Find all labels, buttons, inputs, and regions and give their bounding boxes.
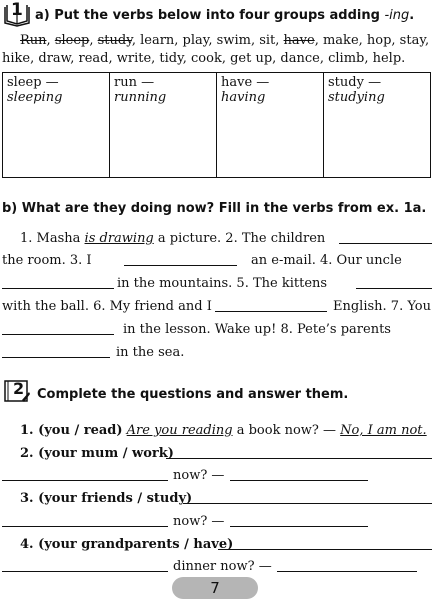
table-cell[interactable] xyxy=(3,73,110,178)
answer-blank[interactable] xyxy=(230,468,368,481)
question-1 xyxy=(20,423,427,438)
instruction-end: . xyxy=(409,8,415,23)
instruction-end: . xyxy=(421,201,427,216)
exercise-1b-instruction xyxy=(2,201,426,216)
struck-verb: study xyxy=(97,33,132,48)
answer-blank[interactable] xyxy=(230,514,368,527)
answer-blank[interactable] xyxy=(356,276,432,289)
example-answer: is drawing xyxy=(84,231,154,246)
answer-blank[interactable] xyxy=(218,537,432,550)
exercise-number: 2 xyxy=(13,379,25,398)
struck-verb: have xyxy=(283,33,315,48)
group-example: having xyxy=(221,90,266,105)
table-cell[interactable] xyxy=(324,73,431,178)
answer-blank[interactable] xyxy=(2,468,168,481)
example-answer: Are you reading xyxy=(126,423,233,438)
question-text: a book now? — xyxy=(232,423,341,438)
fill-line-3: in the mountains. 5. The kittens xyxy=(117,276,328,291)
verb-list-line1 xyxy=(20,33,429,48)
fill-line-5: in the lesson. Wake up! 8. Pete’s parents xyxy=(123,322,391,337)
fill-line-4: with the ball. 6. My friend and I xyxy=(2,299,212,314)
group-header: sleep — xyxy=(7,75,59,90)
group-header: have — xyxy=(221,75,270,90)
fill-line-4b: English. 7. You xyxy=(333,299,431,314)
answer-blank[interactable] xyxy=(2,276,114,289)
answer-blank[interactable] xyxy=(2,559,168,572)
exercise-instruction: Complete the questions and answer them. xyxy=(37,387,349,402)
fill-line-2b: an e-mail. 4. Our uncle xyxy=(251,253,402,268)
separator: , xyxy=(46,33,55,48)
instruction-text: a) Put the verbs below into four groups adding xyxy=(35,8,385,23)
separator: , xyxy=(89,33,98,48)
answer-blank[interactable] xyxy=(183,491,432,504)
question-label: 1. (you / read) xyxy=(20,423,123,438)
struck-verb: Run xyxy=(20,33,47,48)
group-example: sleeping xyxy=(7,90,63,105)
verb-groups-table xyxy=(2,72,431,178)
question-3-label: 3. (your friends / study) xyxy=(20,491,193,506)
group-example: running xyxy=(114,90,167,105)
fill-line-6: in the sea. xyxy=(116,345,185,360)
instruction-text: b) What are they doing now? Fill in the verbs from ex. xyxy=(2,201,404,216)
exercise-instruction xyxy=(35,8,414,23)
sentence-text: the room. 3. I xyxy=(2,253,92,268)
answer-blank[interactable] xyxy=(2,514,168,527)
answer-blank[interactable] xyxy=(2,322,114,335)
dinner-dash: dinner now? — xyxy=(173,559,272,574)
answer-blank[interactable] xyxy=(2,345,110,358)
answer-blank[interactable] xyxy=(339,231,432,244)
page-number: 7 xyxy=(172,577,258,599)
answer-blank[interactable] xyxy=(124,253,237,266)
question-2-label: 2. (your mum / work) xyxy=(20,446,174,461)
sentence-text: 1. Masha xyxy=(20,231,85,246)
sentence-text: a picture. 2. The children xyxy=(153,231,326,246)
instruction-ref: 1a xyxy=(403,201,422,216)
example-reply: No, I am not. xyxy=(340,423,427,438)
group-header: study — xyxy=(328,75,382,90)
group-example: studying xyxy=(328,90,385,105)
struck-verb: sleep xyxy=(54,33,90,48)
group-header: run — xyxy=(114,75,155,90)
fill-line-1 xyxy=(20,231,325,246)
exercise-number: 1 xyxy=(11,0,23,20)
question-4-label: 4. (your grandparents / have) xyxy=(20,537,234,552)
answer-blank[interactable] xyxy=(215,299,327,312)
verb-list-text: , learn, play, swim, sit, xyxy=(131,33,284,48)
now-dash: now? — xyxy=(173,468,225,483)
fill-line-2 xyxy=(2,253,92,268)
answer-blank[interactable] xyxy=(166,446,432,459)
table-cell[interactable] xyxy=(110,73,217,178)
now-dash: now? — xyxy=(173,514,225,529)
verb-list-line2: hike, draw, read, write, tidy, cook, get up, dance, climb, help. xyxy=(2,51,406,66)
table-cell[interactable] xyxy=(217,73,324,178)
answer-blank[interactable] xyxy=(277,559,417,572)
instruction-suffix: -ing xyxy=(384,8,410,23)
verb-list-text: , make, hop, stay, xyxy=(314,33,430,48)
